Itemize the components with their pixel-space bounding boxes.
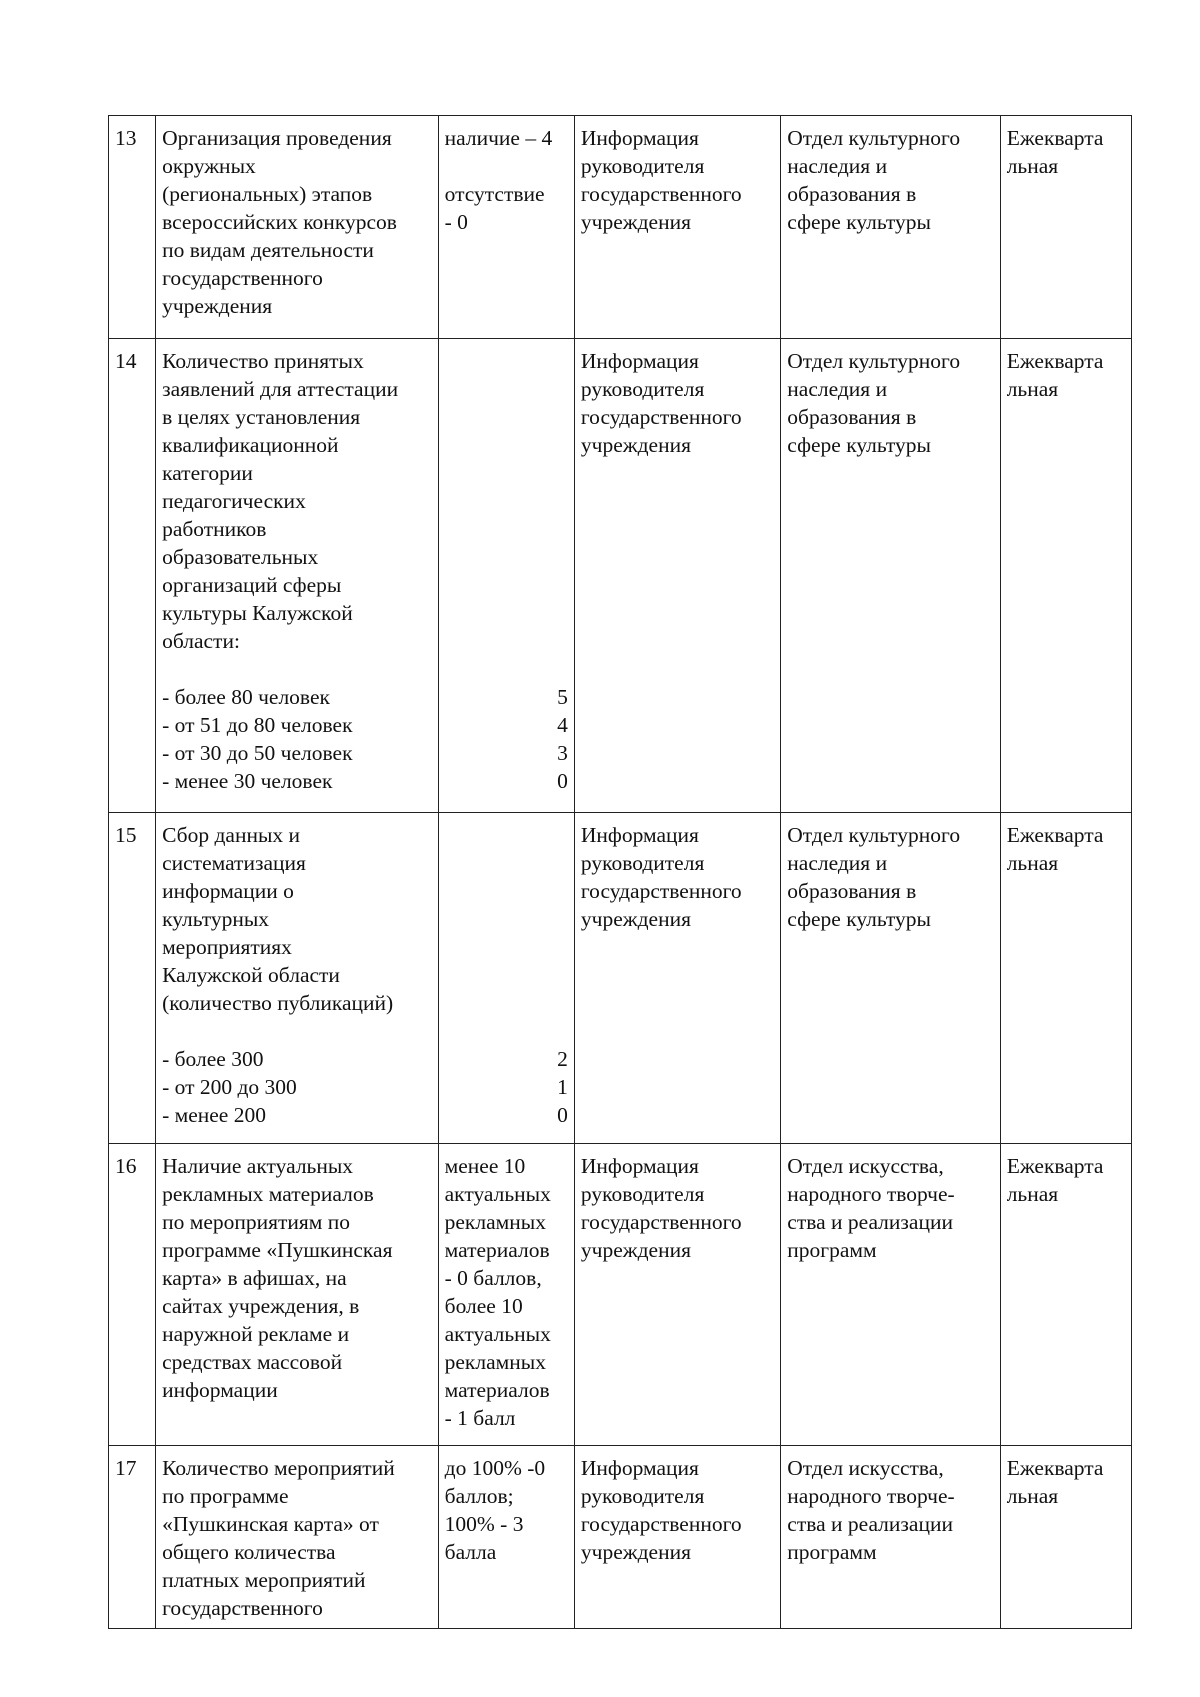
table-row: [109, 1446, 1132, 1629]
criteria-line: 100% - 3: [444, 1512, 524, 1536]
criteria-line: материалов: [444, 1238, 550, 1262]
source-line: учреждения: [580, 1540, 691, 1564]
responsible-line: образования в: [787, 405, 917, 429]
indicator-line: Калужской области: [162, 963, 340, 987]
indicator-cell: [156, 339, 439, 813]
responsible-line: наследия и: [787, 377, 888, 401]
indicator-line: сайтах учреждения, в: [162, 1294, 360, 1318]
row-number-cell: 13: [109, 116, 156, 339]
source-line: руководителя: [580, 154, 705, 178]
indicator-line: Наличие актуальных: [162, 1154, 354, 1178]
option-line: - от 200 до 300: [162, 1075, 297, 1099]
criteria-line: рекламных: [444, 1210, 546, 1234]
responsible-line: образования в: [787, 182, 917, 206]
indicator-cell: [156, 1446, 439, 1629]
indicator-line: информации о: [162, 879, 294, 903]
indicator-line: Количество принятых: [162, 349, 364, 373]
indicator-line: всероссийских конкурсов: [162, 210, 397, 234]
responsible-line: Отдел искусства,: [787, 1154, 944, 1178]
source-line: руководителя: [580, 851, 705, 875]
indicator-line: культуры Калужской: [162, 601, 353, 625]
source-line: учреждения: [580, 433, 691, 457]
indicator-line: Количество мероприятий: [162, 1456, 395, 1480]
source-line: Информация: [580, 126, 699, 150]
table-row: [109, 116, 1132, 339]
indicator-line: культурных: [162, 907, 270, 931]
score-line: 0: [557, 1103, 568, 1127]
source-line: Информация: [580, 349, 699, 373]
indicator-line: систематизация: [162, 851, 306, 875]
responsible-line: наследия и: [787, 154, 888, 178]
row-number-cell: 16: [109, 1144, 156, 1446]
criteria-line: материалов: [444, 1378, 550, 1402]
indicator-line: общего количества: [162, 1540, 336, 1564]
criteria-cell: [438, 813, 574, 1144]
source-line: государственного: [580, 1512, 742, 1536]
option-line: - от 30 до 50 человек: [162, 741, 353, 765]
indicator-line: педагогических: [162, 489, 306, 513]
criteria-line: - 0: [444, 210, 468, 234]
source-line: учреждения: [580, 210, 691, 234]
criteria-line: балла: [444, 1540, 497, 1564]
period-line: льная: [1006, 154, 1059, 178]
criteria-line: отсутствие: [444, 182, 545, 206]
criteria-line: [445, 152, 568, 180]
period-line: Ежекварта: [1006, 126, 1104, 150]
indicator-line: в целях установления: [162, 405, 361, 429]
score-line: 0: [557, 769, 568, 793]
indicator-line: рекламных материалов: [162, 1182, 374, 1206]
indicator-line: заявлений для аттестации: [162, 377, 399, 401]
responsible-line: сфере культуры: [787, 907, 931, 931]
responsible-line: Отдел культурного: [787, 349, 961, 373]
responsible-line: программ: [787, 1540, 877, 1564]
indicator-line: средствах массовой: [162, 1350, 343, 1374]
table-body: [109, 116, 1132, 1629]
criteria-line: - 0 баллов,: [444, 1266, 542, 1290]
criteria-line: актуальных: [444, 1322, 551, 1346]
source-cell: [574, 1144, 780, 1446]
criteria-cell: [438, 1446, 574, 1629]
responsible-line: ства и реализации: [787, 1512, 953, 1536]
indicator-line: по мероприятиям по: [162, 1210, 351, 1234]
source-line: Информация: [580, 823, 699, 847]
source-line: государственного: [580, 405, 742, 429]
option-line: - более 300: [162, 1047, 264, 1071]
source-line: руководителя: [580, 1182, 705, 1206]
responsible-line: сфере культуры: [787, 433, 931, 457]
period-cell: [1000, 339, 1131, 813]
period-line: Ежекварта: [1006, 1456, 1104, 1480]
option-line: - менее 30 человек: [162, 769, 333, 793]
indicator-line: по программе: [162, 1484, 289, 1508]
responsible-line: наследия и: [787, 851, 888, 875]
indicator-line: образовательных: [162, 545, 319, 569]
responsible-line: Отдел искусства,: [787, 1456, 944, 1480]
criteria-line: баллов;: [444, 1484, 514, 1508]
responsible-line: Отдел культурного: [787, 126, 961, 150]
responsible-line: образования в: [787, 879, 917, 903]
indicator-line: наружной рекламе и: [162, 1322, 350, 1346]
row-number-cell: 15: [109, 813, 156, 1144]
indicator-line: программе «Пушкинская: [162, 1238, 393, 1262]
indicator-line: учреждения: [162, 294, 273, 318]
source-cell: [574, 813, 780, 1144]
responsible-cell: [781, 1144, 1000, 1446]
indicator-line: государственного: [162, 266, 323, 290]
period-line: льная: [1006, 851, 1059, 875]
row-number-cell: 17: [109, 1446, 156, 1629]
option-line: - менее 200: [162, 1103, 266, 1127]
source-line: руководителя: [580, 377, 705, 401]
indicator-line: квалификационной: [162, 433, 339, 457]
scores-list: [445, 683, 568, 795]
score-line: 3: [557, 741, 568, 765]
period-cell: [1000, 116, 1131, 339]
indicator-line: Организация проведения: [162, 126, 392, 150]
period-line: льная: [1006, 1484, 1059, 1508]
responsible-cell: [781, 116, 1000, 339]
responsible-cell: [781, 1446, 1000, 1629]
table-row: [109, 1144, 1132, 1446]
criteria-cell: [438, 339, 574, 813]
responsible-line: Отдел культурного: [787, 823, 961, 847]
responsible-line: народного творче-: [787, 1484, 955, 1508]
indicator-line: Сбор данных и: [162, 823, 301, 847]
indicator-line: государственного: [162, 1596, 323, 1620]
criteria-line: актуальных: [444, 1182, 551, 1206]
score-line: 4: [557, 713, 568, 737]
source-line: государственного: [580, 879, 742, 903]
table-row: [109, 339, 1132, 813]
indicator-cell: [156, 116, 439, 339]
period-line: Ежекварта: [1006, 1154, 1104, 1178]
score-line: 2: [557, 1047, 568, 1071]
indicator-cell: [156, 1144, 439, 1446]
option-line: - от 51 до 80 человек: [162, 713, 353, 737]
score-line: 5: [557, 685, 568, 709]
criteria-line: менее 10: [444, 1154, 526, 1178]
responsible-line: сфере культуры: [787, 210, 931, 234]
source-cell: [574, 339, 780, 813]
period-line: Ежекварта: [1006, 349, 1104, 373]
source-line: Информация: [580, 1456, 699, 1480]
source-line: учреждения: [580, 1238, 691, 1262]
period-line: льная: [1006, 1182, 1059, 1206]
criteria-line: более 10: [444, 1294, 523, 1318]
source-line: руководителя: [580, 1484, 705, 1508]
source-cell: [574, 1446, 780, 1629]
responsible-line: ства и реализации: [787, 1210, 953, 1234]
source-cell: [574, 116, 780, 339]
indicator-line: организаций сферы: [162, 573, 342, 597]
scores-list: [445, 1045, 568, 1129]
period-cell: [1000, 1144, 1131, 1446]
indicator-line: (региональных) этапов: [162, 182, 373, 206]
indicator-line: мероприятиях: [162, 935, 292, 959]
responsible-line: программ: [787, 1238, 877, 1262]
period-line: льная: [1006, 377, 1059, 401]
responsible-cell: [781, 813, 1000, 1144]
period-line: Ежекварта: [1006, 823, 1104, 847]
indicator-line: (количество публикаций): [162, 991, 394, 1015]
criteria-line: - 1 балл: [444, 1406, 516, 1430]
table-row: [109, 813, 1132, 1144]
indicator-line: категории: [162, 461, 253, 485]
indicator-line: платных мероприятий: [162, 1568, 366, 1592]
criteria-cell: [438, 1144, 574, 1446]
indicator-line: по видам деятельности: [162, 238, 374, 262]
row-number-cell: 14: [109, 339, 156, 813]
indicator-line: «Пушкинская карта» от: [162, 1512, 379, 1536]
criteria-line: до 100% -0: [444, 1456, 546, 1480]
source-line: Информация: [580, 1154, 699, 1178]
responsible-cell: [781, 339, 1000, 813]
criteria-line: рекламных: [444, 1350, 546, 1374]
responsible-line: народного творче-: [787, 1182, 955, 1206]
option-line: - более 80 человек: [162, 685, 330, 709]
indicator-line: окружных: [162, 154, 256, 178]
period-cell: [1000, 813, 1131, 1144]
source-line: учреждения: [580, 907, 691, 931]
source-line: государственного: [580, 182, 742, 206]
score-line: 1: [557, 1075, 568, 1099]
indicator-line: области:: [162, 629, 240, 653]
indicator-line: карта» в афишах, на: [162, 1266, 347, 1290]
indicator-line: информации: [162, 1378, 278, 1402]
criteria-line: наличие – 4: [444, 126, 553, 150]
indicator-line: работников: [162, 517, 267, 541]
criteria-cell: [438, 116, 574, 339]
criteria-table: [108, 115, 1132, 1629]
period-cell: [1000, 1446, 1131, 1629]
indicator-cell: [156, 813, 439, 1144]
source-line: государственного: [580, 1210, 742, 1234]
